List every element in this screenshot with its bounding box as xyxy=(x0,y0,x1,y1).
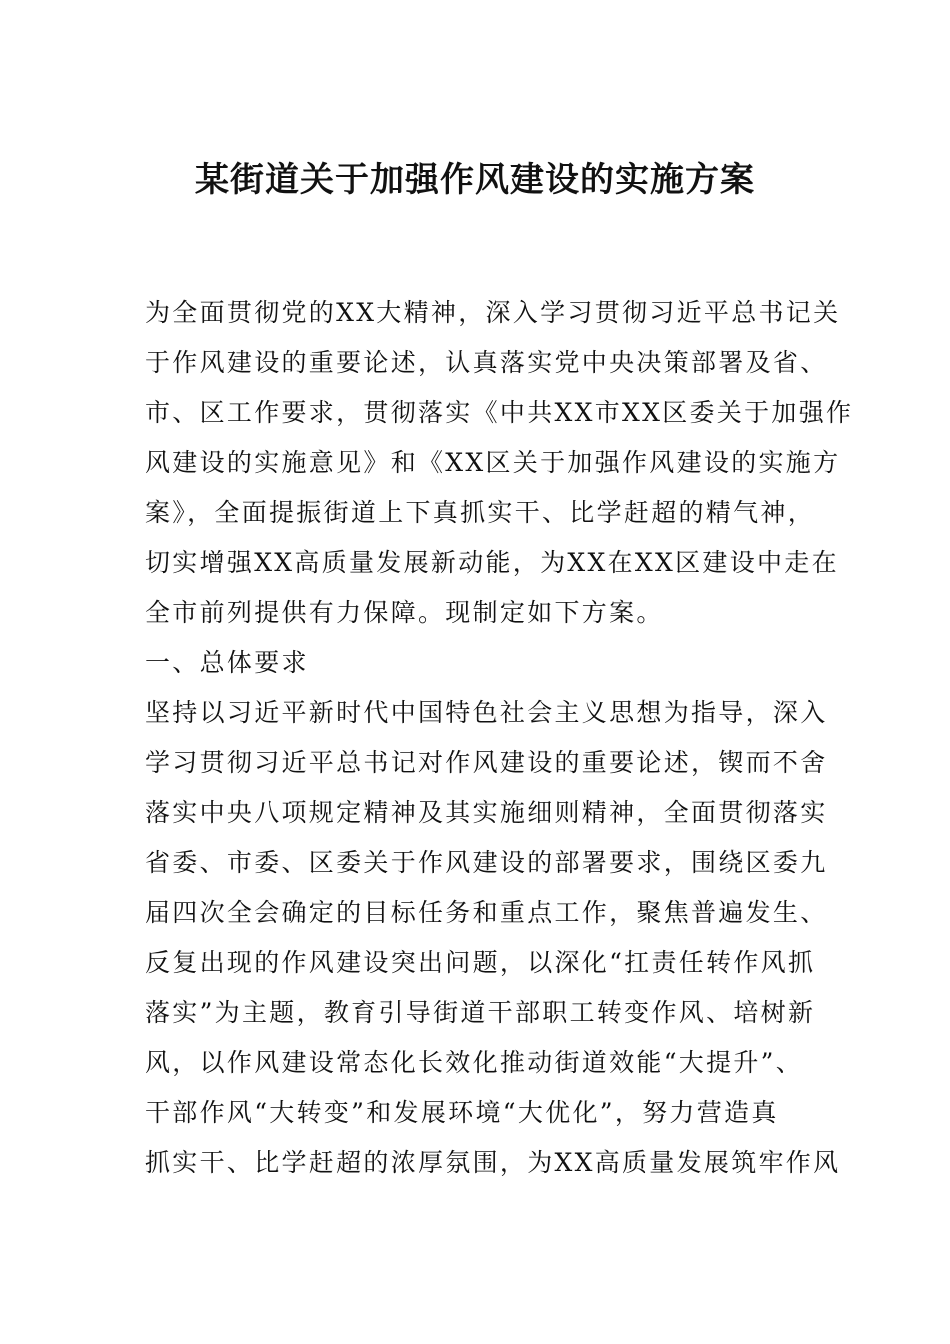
body-line: 于作风建设的重要论述，认真落实党中央决策部署及省、 xyxy=(145,348,828,377)
section-heading: 一、总体要求 xyxy=(145,648,309,677)
body-line: 案》，全面提振街道上下真抓实干、比学赶超的精气神， xyxy=(145,498,816,527)
body-line: 落实”为主题，教育引导街道干部职工转变作风、培树新 xyxy=(145,998,816,1027)
body-line: 届四次全会确定的目标任务和重点工作，聚焦普遍发生、 xyxy=(145,898,828,927)
body-line: 为全面贯彻党的XX大精神，深入学习贯彻习近平总书记关 xyxy=(145,298,841,327)
body-line: 切实增强XX高质量发展新动能，为XX在XX区建设中走在 xyxy=(145,548,839,577)
document-body xyxy=(145,288,854,1188)
body-line: 风建设的实施意见》和《XX区关于加强作风建设的实施方 xyxy=(145,448,841,477)
body-line: 风，以作风建设常态化长效化推动街道效能“大提升”、 xyxy=(145,1048,804,1077)
body-line: 全市前列提供有力保障。现制定如下方案。 xyxy=(145,598,664,627)
body-line: 市、区工作要求，贯彻落实《中共XX市XX区委关于加强作 xyxy=(145,398,854,427)
body-line: 反复出现的作风建设突出问题，以深化“扛责任转作风抓 xyxy=(145,948,816,977)
body-line: 学习贯彻习近平总书记对作风建设的重要论述，锲而不舍 xyxy=(145,748,828,777)
body-line: 干部作风“大转变”和发展环境“大优化”，努力营造真 xyxy=(145,1098,779,1127)
body-line: 省委、市委、区委关于作风建设的部署要求，围绕区委九 xyxy=(145,848,828,877)
body-line: 抓实干、比学赶超的浓厚氛围，为XX高质量发展筑牢作风 xyxy=(145,1148,841,1177)
body-line: 落实中央八项规定精神及其实施细则精神，全面贯彻落实 xyxy=(145,798,828,827)
body-line: 坚持以习近平新时代中国特色社会主义思想为指导，深入 xyxy=(145,698,828,727)
document-title: 某街道关于加强作风建设的实施方案 xyxy=(195,160,755,200)
